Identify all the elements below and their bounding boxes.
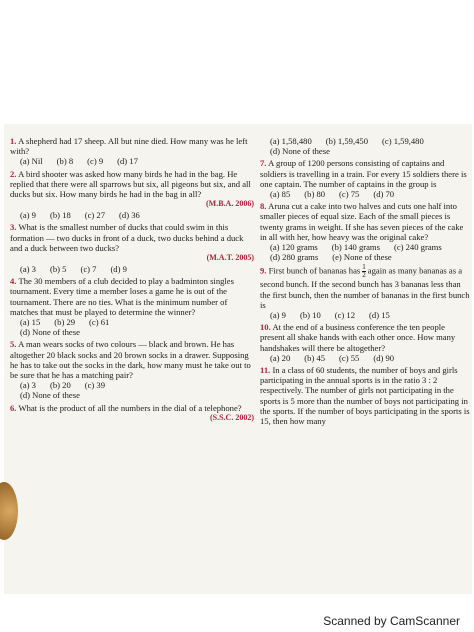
answer-option: (c) 1,59,480 [382, 136, 424, 146]
question-block [260, 201, 470, 262]
answer-option: (a) Nil [20, 156, 43, 167]
question-number: 2. [10, 168, 17, 179]
question-number: 8. [260, 201, 267, 212]
option-list [260, 189, 470, 199]
question-text: Aruna cut a cake into two halves and cuts one half into smaller pieces of equal size. Each of the small pieces is twenty grams in weight. If she has seven pieces of the cake in all with her, how heavy was the original cake? [260, 201, 464, 242]
scanner-watermark: Scanned by CamScanner [323, 614, 460, 628]
fraction [362, 264, 366, 279]
answer-option: (b) 80 [304, 189, 326, 200]
option-list [260, 310, 470, 320]
question-text: At the end of a business conference the ten people present all shake hands with each other once. How many handshakes will there be altogether? [260, 322, 456, 353]
fraction-numerator: 1 [362, 263, 366, 272]
option-list [10, 156, 254, 166]
question-text-line [10, 276, 254, 317]
question-block [260, 365, 470, 426]
answer-option: (c) 55 [339, 352, 360, 363]
question-block [10, 276, 254, 337]
question-number: 9. [260, 265, 267, 276]
question-text: A man wears socks of two colours — black and brown. He has altogether 20 black socks and 20 brown socks in a drawer. Supposing he has to take out the socks in the dark, how many must he take out to be sure that he has a matching pair? [10, 339, 251, 381]
answer-option: (c) 75 [339, 189, 360, 200]
question-block [260, 158, 470, 199]
question-text: A group of 1200 persons consisting of captains and soldiers is travelling in a train. For every 15 soldiers there is one captain. The number of captains in the group is [260, 158, 467, 189]
option-list [10, 264, 254, 274]
answer-option: (b) 10 [299, 310, 321, 321]
right-column [260, 136, 470, 428]
question-text: A shepherd had 17 sheep. All but nine died. How many was he left with? [10, 136, 248, 157]
question-block [260, 264, 470, 320]
question-number: 6. [10, 402, 17, 413]
question-block [10, 136, 254, 167]
answer-option: (a) 1,58,480 [270, 136, 312, 146]
answer-option: (a) 85 [270, 189, 291, 200]
question-source: (M.A.T. 2005) [206, 253, 254, 263]
answer-option: (b) 20 [49, 380, 71, 391]
answer-option: (c) 61 [89, 317, 110, 328]
question-number: 3. [10, 222, 17, 233]
answer-option: (b) 18 [49, 210, 71, 221]
answer-option: (d) 15 [369, 310, 390, 321]
question-text: again as many bananas as a second bunch. If the second bunch has 3 bananas less than the first bunch, then the number of bananas in the first bunch is [260, 265, 470, 310]
question-block [10, 169, 254, 209]
answer-option: (c) 39 [84, 380, 106, 391]
answer-option: (a) 3 [20, 380, 36, 391]
question-number: 11. [260, 365, 271, 376]
answer-option: (a) 9 [270, 310, 286, 321]
option-list [10, 380, 254, 390]
coin-edge [0, 482, 18, 540]
question-block [10, 210, 254, 220]
question-text-line [10, 222, 254, 253]
answer-option: (a) 9 [20, 210, 36, 221]
answer-option: (b) 45 [304, 352, 326, 363]
fraction-denominator: 2 [362, 271, 366, 280]
scanned-page [4, 124, 472, 594]
question-text-line [10, 339, 254, 380]
answer-option: (c) 9 [87, 156, 104, 167]
question-block [260, 136, 470, 156]
answer-option: (d) 70 [373, 189, 395, 200]
answer-option: (d) 280 grams [270, 252, 319, 263]
answer-option: (b) 8 [56, 156, 74, 167]
question-text: The 30 members of a club decided to play a badminton singles tournament. Every time a member loses a game he is out of the tournament. There are no ties. What is the minimum number of matches that must be played to determine the winner? [10, 276, 234, 317]
question-text-line [10, 169, 254, 200]
question-block [10, 403, 254, 422]
answer-option: (b) 140 grams [331, 242, 380, 253]
option-list [260, 353, 470, 363]
question-number: 10. [260, 322, 271, 333]
question-text: A bird shooter was asked how many birds he had in the bag. He replied that there were all sparrows but six, all pigeons but six, and all ducks but six. How many birds he had in the bag in all? [10, 168, 251, 200]
answer-option: (d) None of these [20, 390, 80, 401]
answer-option: (d) 9 [110, 264, 127, 275]
question-text-line [260, 201, 470, 242]
question-text: What is the smallest number of ducks that could swim in this formation — two ducks in front of a duck, two ducks behind a duck and a duck between two ducks? [10, 222, 244, 253]
question-source: (M.B.A. 2006) [206, 199, 254, 209]
question-text: First bunch of bananas has [268, 265, 361, 276]
answer-option: (c) 12 [334, 310, 356, 321]
question-text-line [10, 403, 254, 413]
answer-option: (a) 20 [270, 352, 291, 363]
question-block [260, 322, 470, 363]
question-number: 5. [10, 339, 17, 350]
answer-option: (b) 5 [49, 264, 67, 275]
question-number: 4. [10, 276, 17, 287]
question-number: 7. [260, 158, 267, 169]
question-text: What is the product of all the numbers in the dial of a telephone? [18, 402, 242, 413]
answer-option: (a) 120 grams [270, 242, 318, 253]
answer-option: (d) 90 [373, 352, 395, 363]
question-block [10, 339, 254, 400]
question-text: In a class of 60 students, the number of boys and girls participating in the annual sports is in the ratio 3 : 2 respectively. The number of girls not participating in the sports is 5 more than the number of boys not participating in the sports. If the number of boys participating in the sports is 15, then how many [260, 365, 470, 427]
answer-option: (c) 7 [80, 264, 97, 275]
left-column [10, 136, 254, 424]
option-list [260, 136, 470, 146]
answer-option: (b) 29 [54, 317, 76, 328]
option-list [260, 242, 470, 262]
answer-option: (d) 17 [117, 156, 138, 167]
question-text-line [260, 365, 470, 426]
answer-option: (c) 27 [84, 210, 106, 221]
question-text-line [260, 158, 470, 189]
answer-option: (d) 36 [119, 210, 140, 221]
answer-option: (c) 240 grams [393, 242, 442, 253]
question-text-line [10, 136, 254, 156]
option-list [10, 210, 254, 220]
question-block [10, 222, 254, 262]
answer-option: (d) None of these [20, 327, 80, 338]
question-source: (S.S.C. 2002) [209, 412, 254, 422]
question-text-line [260, 264, 470, 310]
answer-option: (e) None of these [332, 252, 392, 263]
question-number: 1. [10, 136, 17, 146]
question-text-line [260, 322, 470, 353]
answer-option: (d) None of these [270, 146, 330, 157]
option-list [10, 317, 254, 327]
answer-option: (b) 1,59,450 [325, 136, 369, 146]
question-block [10, 264, 254, 274]
answer-option: (a) 15 [20, 317, 41, 328]
answer-option: (a) 3 [20, 264, 36, 275]
